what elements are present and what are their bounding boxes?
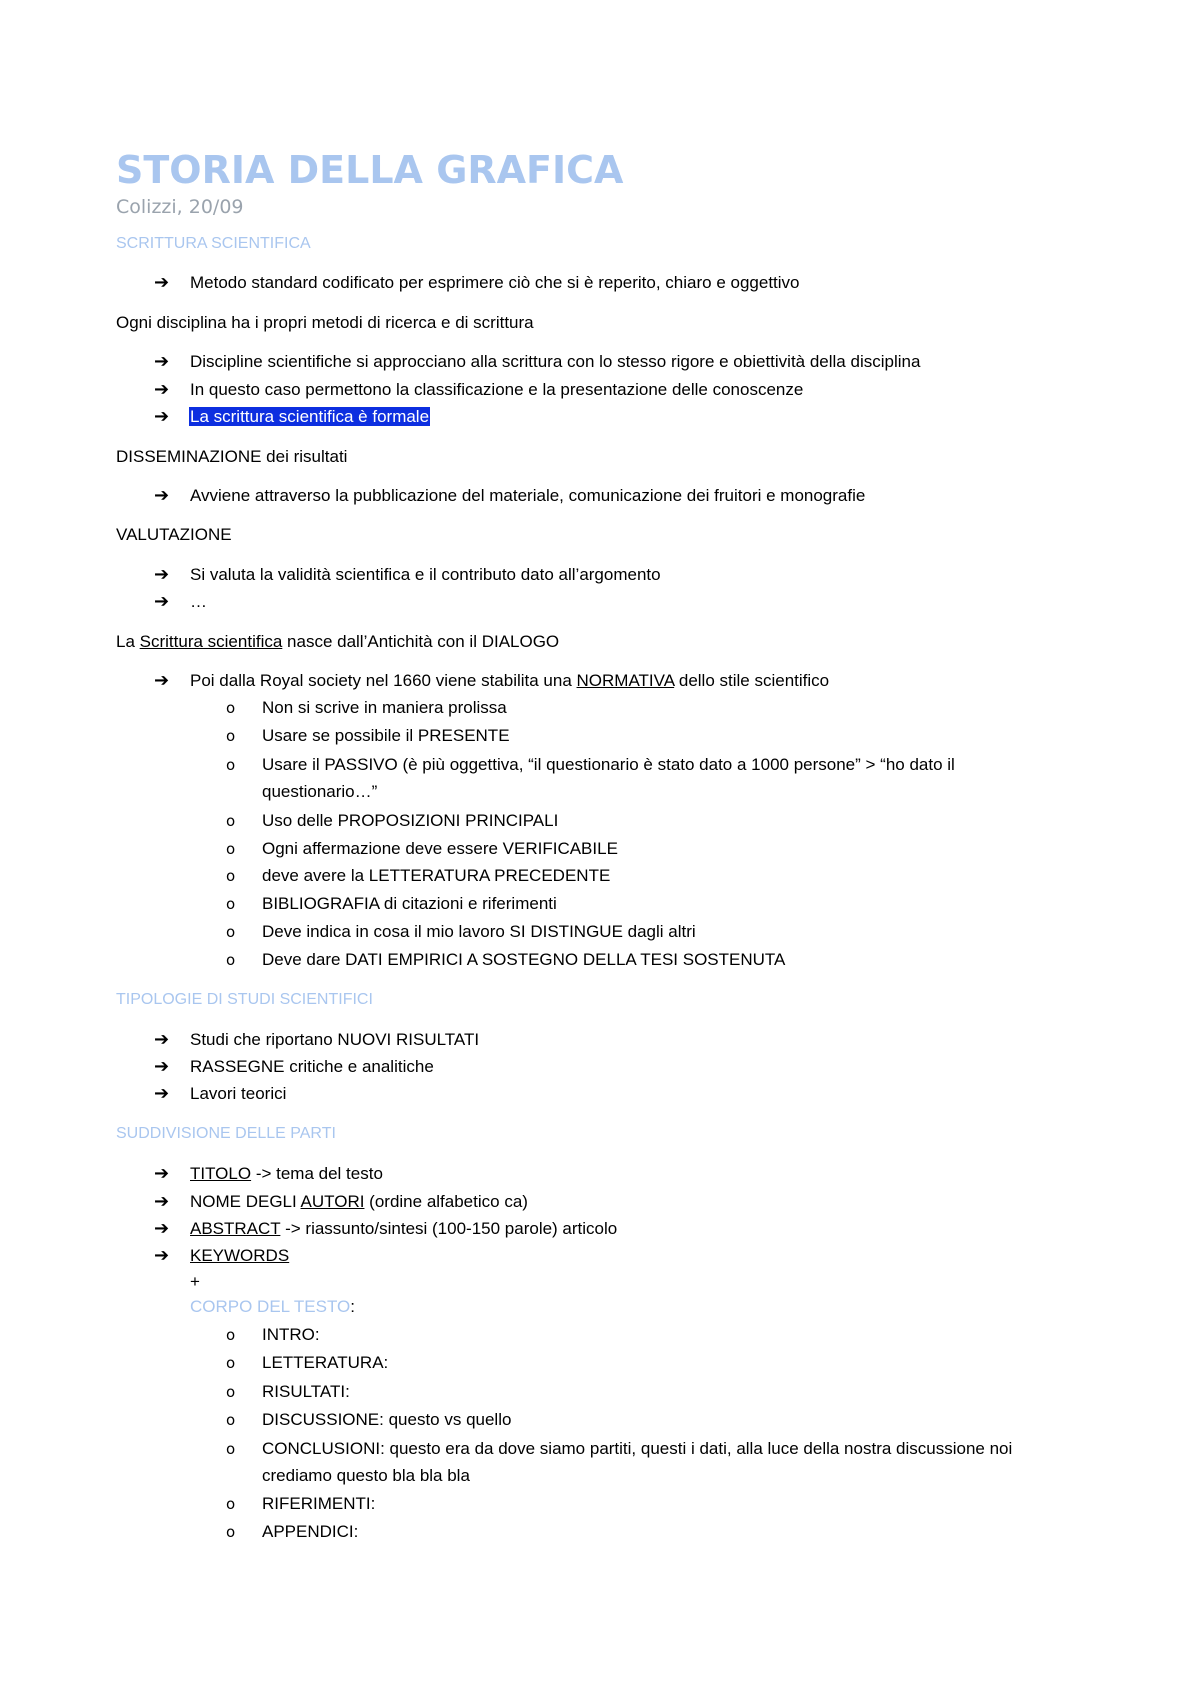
- sub-bullet-icon: o: [226, 756, 236, 774]
- bullet-text: [190, 1164, 383, 1184]
- sub-item: Deve indica in cosa il mio lavoro SI DISTINGUE dagli altri: [262, 922, 696, 941]
- sub-bullet-icon: o: [226, 1495, 236, 1513]
- section-heading-disseminazione: DISSEMINAZIONE dei risultati: [116, 447, 348, 466]
- sub-item: RISULTATI:: [262, 1382, 350, 1401]
- document-title: STORIA DELLA GRAFICA: [116, 148, 624, 192]
- text-run: -> riassunto/sintesi (100-150 parole) articolo: [280, 1219, 618, 1238]
- bullet-text: [190, 671, 829, 691]
- sub-bullet-icon: o: [226, 951, 236, 969]
- arrow-bullet-icon: ➔: [154, 351, 170, 372]
- text-run: nasce dall’Antichità con il DIALOGO: [282, 632, 560, 651]
- bullet-text: Metodo standard codificato per esprimere ciò che si è reperito, chiaro e oggettivo: [190, 273, 800, 292]
- plus-sign: +: [190, 1272, 200, 1291]
- sub-item: RIFERIMENTI:: [262, 1494, 376, 1513]
- paragraph: Ogni disciplina ha i propri metodi di ricerca e di scrittura: [116, 313, 534, 332]
- arrow-bullet-icon: ➔: [154, 485, 170, 506]
- sub-item: DISCUSSIONE: questo vs quello: [262, 1410, 512, 1429]
- arrow-bullet-icon: ➔: [154, 406, 170, 427]
- sub-bullet-icon: o: [226, 1440, 236, 1458]
- arrow-bullet-icon: ➔: [154, 1191, 170, 1212]
- bullet-text: [190, 1219, 617, 1239]
- underlined-text: KEYWORDS: [190, 1246, 290, 1265]
- sub-item: Usare il PASSIVO (è più oggettiva, “il questionario è stato dato a 1000 persone” > “ho dato il: [262, 755, 955, 774]
- bullet-text: Avviene attraverso la pubblicazione del materiale, comunicazione dei fruitori e monografie: [190, 486, 866, 505]
- sub-item: deve avere la LETTERATURA PRECEDENTE: [262, 866, 611, 885]
- sub-item: Uso delle PROPOSIZIONI PRINCIPALI: [262, 811, 559, 830]
- text-run: Poi dalla Royal society nel 1660 viene stabilita una: [190, 671, 577, 690]
- arrow-bullet-icon: ➔: [154, 1218, 170, 1239]
- sub-item: Ogni affermazione deve essere VERIFICABILE: [262, 839, 618, 858]
- bullet-text: …: [190, 592, 207, 611]
- arrow-bullet-icon: ➔: [154, 591, 170, 612]
- sub-bullet-icon: o: [226, 923, 236, 941]
- underlined-text: ABSTRACT: [190, 1219, 281, 1238]
- arrow-bullet-icon: ➔: [154, 670, 170, 691]
- sub-bullet-icon: o: [226, 1523, 236, 1541]
- sub-bullet-icon: o: [226, 895, 236, 913]
- section-heading-valutazione: VALUTAZIONE: [116, 525, 232, 544]
- arrow-bullet-icon: ➔: [154, 1245, 170, 1266]
- underlined-text: Scrittura scientifica: [139, 632, 283, 651]
- text-run: (ordine alfabetico ca): [364, 1192, 528, 1211]
- sub-item: APPENDICI:: [262, 1522, 359, 1541]
- arrow-bullet-icon: ➔: [154, 1083, 170, 1104]
- arrow-bullet-icon: ➔: [154, 1029, 170, 1050]
- sub-item-continuation: crediamo questo bla bla bla: [262, 1466, 470, 1485]
- sub-bullet-icon: o: [226, 812, 236, 830]
- sub-bullet-icon: o: [226, 1354, 236, 1372]
- bullet-text: Discipline scientifiche si approcciano alla scrittura con lo stesso rigore e obiettività della disciplina: [190, 352, 921, 371]
- bullet-text: Lavori teorici: [190, 1084, 287, 1103]
- sub-bullet-icon: o: [226, 727, 236, 745]
- corpo-label: [190, 1297, 355, 1317]
- sub-bullet-icon: o: [226, 1411, 236, 1429]
- sub-item-continuation: questionario…”: [262, 782, 378, 801]
- sub-bullet-icon: o: [226, 699, 236, 717]
- section-heading-suddivisione: SUDDIVISIONE DELLE PARTI: [116, 1125, 336, 1142]
- underlined-text: TITOLO: [190, 1164, 252, 1183]
- bullet-text: In questo caso permettono la classificazione e la presentazione delle conoscenze: [190, 380, 804, 399]
- arrow-bullet-icon: ➔: [154, 272, 170, 293]
- sub-item: INTRO:: [262, 1325, 320, 1344]
- paragraph-dialogo: [116, 632, 559, 652]
- sub-item: LETTERATURA:: [262, 1353, 389, 1372]
- text-run: dello stile scientifico: [674, 671, 830, 690]
- sub-bullet-icon: o: [226, 1326, 236, 1344]
- underlined-text: AUTORI: [300, 1192, 365, 1211]
- arrow-bullet-icon: ➔: [154, 1056, 170, 1077]
- bullet-text: Si valuta la validità scientifica e il contributo dato all’argomento: [190, 565, 661, 584]
- bullet-text: RASSEGNE critiche e analitiche: [190, 1057, 434, 1076]
- sub-bullet-icon: o: [226, 840, 236, 858]
- underlined-text: NORMATIVA: [576, 671, 675, 690]
- bullet-text: [190, 1192, 528, 1212]
- bullet-text: [190, 1246, 289, 1266]
- sub-item: Usare se possibile il PRESENTE: [262, 726, 510, 745]
- section-heading-scrittura: SCRITTURA SCIENTIFICA: [116, 235, 311, 252]
- sub-item: Deve dare DATI EMPIRICI A SOSTEGNO DELLA TESI SOSTENUTA: [262, 950, 786, 969]
- text-run: :: [350, 1297, 356, 1316]
- text-run: La: [116, 632, 140, 651]
- text-run: NOME DEGLI: [190, 1192, 301, 1211]
- arrow-bullet-icon: ➔: [154, 1163, 170, 1184]
- corpo-heading: CORPO DEL TESTO: [190, 1297, 351, 1316]
- section-heading-tipologie: TIPOLOGIE DI STUDI SCIENTIFICI: [116, 991, 373, 1008]
- text-run: -> tema del testo: [251, 1164, 383, 1183]
- sub-item: Non si scrive in maniera prolissa: [262, 698, 507, 717]
- highlighted-text: [189, 407, 430, 427]
- sub-bullet-icon: o: [226, 867, 236, 885]
- sub-item: BIBLIOGRAFIA di citazioni e riferimenti: [262, 894, 557, 913]
- arrow-bullet-icon: ➔: [154, 564, 170, 585]
- bullet-text: Studi che riportano NUOVI RISULTATI: [190, 1030, 480, 1049]
- text-highlight: La scrittura scientifica è formale: [190, 407, 430, 426]
- document-subtitle: Colizzi, 20/09: [116, 196, 244, 218]
- sub-item: CONCLUSIONI: questo era da dove siamo partiti, questi i dati, alla luce della nostra discussione noi: [262, 1439, 1013, 1458]
- arrow-bullet-icon: ➔: [154, 379, 170, 400]
- sub-bullet-icon: o: [226, 1383, 236, 1401]
